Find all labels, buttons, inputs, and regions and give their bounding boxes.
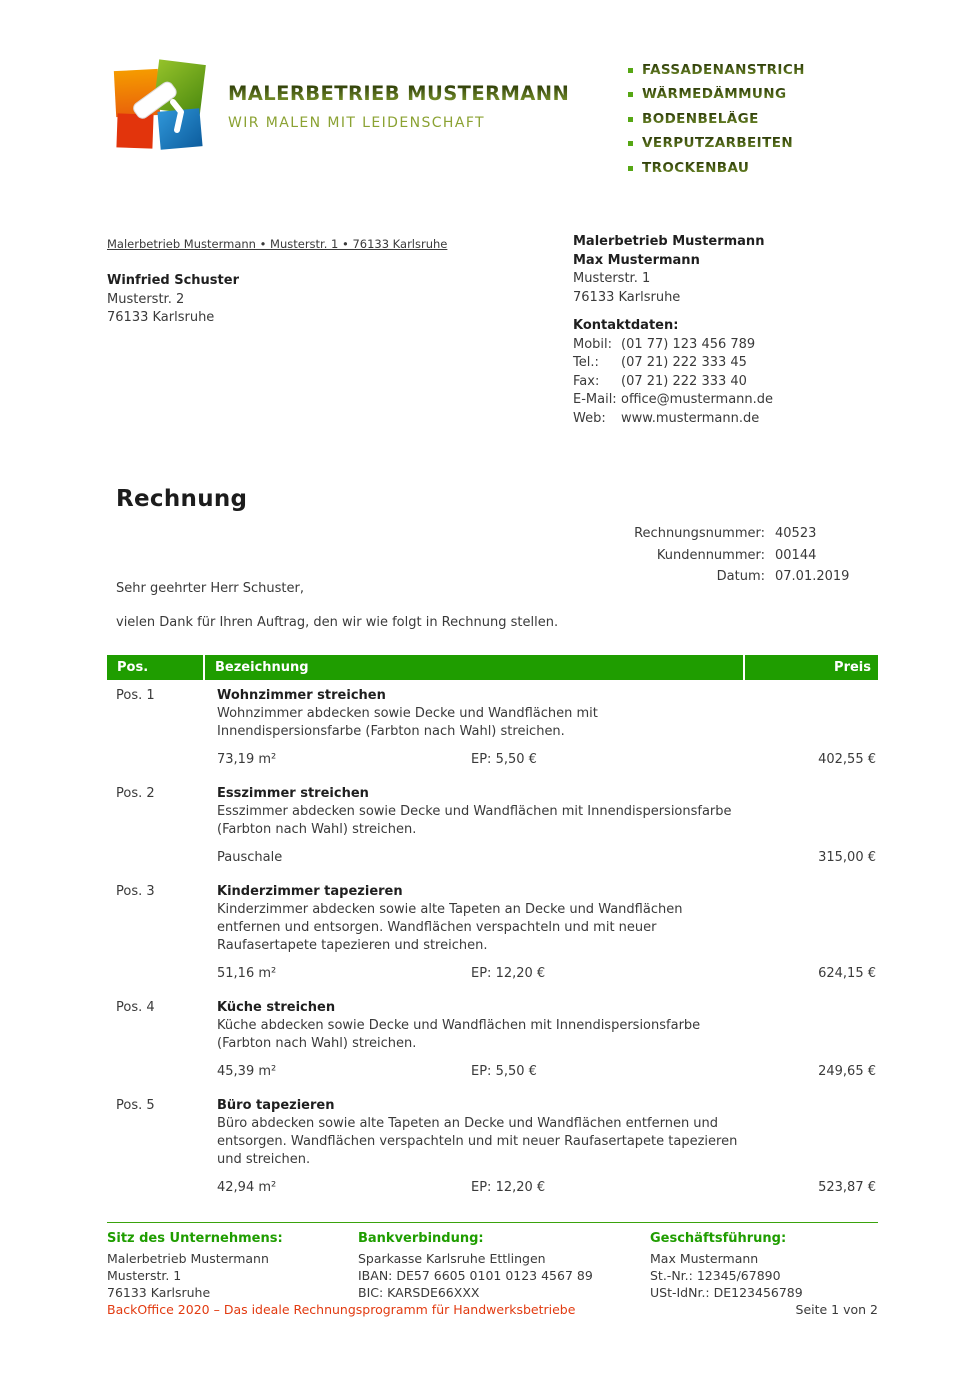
header-description: Bezeichnung — [205, 655, 743, 680]
item-description: Büro abdecken sowie alte Tapeten an Decke und Wandflächen entfernen und entsorgen. Wandflächen verspachteln und mit neuer Raufasertapete tapezieren und streichen. — [217, 1116, 738, 1167]
table-row — [107, 1090, 878, 1206]
item-unit-price: EP: 12,20 € — [471, 1180, 546, 1195]
service-label: FASSADENANSTRICH — [642, 62, 805, 78]
company-logo — [111, 58, 207, 154]
service-item — [628, 62, 805, 86]
contact-value: www.mustermann.de — [621, 410, 760, 426]
meta-row — [560, 545, 866, 567]
header-pos: Pos. — [107, 655, 203, 680]
bullet-icon — [628, 166, 633, 171]
position-number: Pos. 4 — [116, 1000, 155, 1015]
item-title: Büro tapezieren — [217, 1098, 335, 1113]
item-quantity: 51,16 m² — [217, 966, 277, 981]
company-contact-block — [573, 233, 773, 428]
item-total: 523,87 € — [818, 1180, 876, 1195]
recipient-city: 76133 Karlsruhe — [107, 310, 215, 325]
contact-heading: Kontaktdaten: — [573, 318, 679, 333]
item-quantity: 45,39 m² — [217, 1064, 277, 1079]
item-quantity: 73,19 m² — [217, 752, 277, 767]
meta-label: Datum: — [716, 569, 765, 584]
contact-label: Mobil: — [573, 336, 613, 352]
invoice-meta — [560, 523, 866, 588]
contact-value: (07 21) 222 333 40 — [621, 373, 747, 389]
contact-row — [573, 336, 773, 355]
footer-company-seat — [107, 1231, 358, 1301]
footer-line: BIC: KARSDE66XXX — [358, 1285, 480, 1300]
footer-line: Max Mustermann — [650, 1251, 759, 1266]
bullet-icon — [628, 68, 633, 73]
item-description: Kinderzimmer abdecken sowie alte Tapeten an Decke und Wandflächen entfernen und entsorgen. Wandflächen verspachteln und mit neuer Raufasertapete tapezieren und streichen. — [217, 902, 683, 953]
contact-label: E-Mail: — [573, 392, 617, 407]
table-row — [107, 876, 878, 992]
item-unit-price: EP: 5,50 € — [471, 752, 537, 767]
customer-number: 00144 — [775, 547, 817, 563]
footer-line: Malerbetrieb Mustermann — [107, 1251, 269, 1266]
footer-heading: Bankverbindung: — [358, 1231, 484, 1246]
footer-line: 76133 Karlsruhe — [107, 1285, 211, 1300]
brand-block — [228, 82, 569, 131]
item-quantity: Pauschale — [217, 850, 283, 865]
software-promo-line: BackOffice 2020 – Das ideale Rechnungsprogramm für Handwerksbetriebe — [107, 1302, 576, 1317]
position-number: Pos. 3 — [116, 884, 155, 899]
company-name: Malerbetrieb Mustermann — [573, 234, 765, 249]
item-title: Esszimmer streichen — [217, 786, 369, 801]
contact-label: Tel.: — [573, 355, 599, 370]
painter-logo-icon — [111, 58, 207, 154]
item-total: 402,55 € — [818, 752, 876, 767]
header-price: Preis — [745, 655, 878, 680]
brand-name: MALERBETRIEB MUSTERMANN — [228, 82, 570, 105]
table-row — [107, 778, 878, 876]
service-item — [628, 135, 805, 159]
contact-value: (07 21) 222 333 45 — [621, 355, 747, 370]
item-title: Küche streichen — [217, 1000, 336, 1015]
brand-tagline: WIR MALEN MIT LEIDENSCHAFT — [228, 115, 485, 131]
meta-row — [560, 566, 866, 588]
item-title: Kinderzimmer tapezieren — [217, 884, 403, 899]
footer-columns — [107, 1231, 878, 1301]
footer-management — [650, 1231, 878, 1301]
service-label: VERPUTZARBEITEN — [642, 135, 794, 152]
item-description: Küche abdecken sowie Decke und Wandflächen mit Innendispersionsfarbe (Farbton nach Wahl) streichen. — [217, 1018, 701, 1051]
bullet-icon — [628, 92, 633, 97]
footer-line: Musterstr. 1 — [107, 1268, 182, 1283]
contact-row — [573, 354, 773, 373]
services-list — [628, 62, 805, 184]
bullet-icon — [628, 117, 633, 122]
item-description: Esszimmer abdecken sowie Decke und Wandflächen mit Innendispersionsfarbe (Farbton nach Wahl) streichen. — [217, 804, 732, 837]
meta-label: Kundennummer: — [656, 547, 765, 563]
position-number: Pos. 1 — [116, 688, 155, 703]
footer-line: IBAN: DE57 6605 0101 0123 4567 89 — [358, 1268, 593, 1283]
table-row — [107, 680, 878, 778]
footer-heading: Geschäftsführung: — [650, 1231, 787, 1246]
service-label: WÄRMEDÄMMUNG — [642, 86, 787, 103]
service-item — [628, 160, 805, 184]
footer-line: USt-IdNr.: DE123456789 — [650, 1285, 803, 1300]
service-item — [628, 86, 805, 110]
line-items-table — [107, 655, 878, 1206]
greeting-line: Sehr geehrter Herr Schuster, — [116, 581, 304, 596]
footer-line: Sparkasse Karlsruhe Ettlingen — [358, 1251, 546, 1266]
service-item — [628, 111, 805, 135]
contact-row — [573, 410, 773, 429]
position-number: Pos. 2 — [116, 786, 155, 801]
page-number: Seite 1 von 2 — [795, 1302, 878, 1317]
footer-heading: Sitz des Unternehmens: — [107, 1231, 283, 1246]
recipient-street: Musterstr. 2 — [107, 291, 185, 307]
invoice-date: 07.01.2019 — [775, 569, 850, 584]
position-number: Pos. 5 — [116, 1098, 155, 1113]
recipient-name: Winfried Schuster — [107, 273, 239, 288]
table-row — [107, 992, 878, 1090]
item-unit-price: EP: 5,50 € — [471, 1064, 537, 1079]
item-description: Wohnzimmer abdecken sowie Decke und Wandflächen mit Innendispersionsfarbe (Farbton nach Wahl) streichen. — [217, 706, 598, 739]
item-quantity: 42,94 m² — [217, 1180, 277, 1195]
item-total: 315,00 € — [818, 850, 876, 865]
bullet-icon — [628, 141, 633, 146]
item-title: Wohnzimmer streichen — [217, 688, 386, 703]
footer-bank-details — [358, 1231, 650, 1301]
item-total: 624,15 € — [818, 966, 876, 981]
contact-label: Web: — [573, 410, 606, 426]
recipient-address — [107, 272, 239, 328]
meta-label: Rechnungsnummer: — [634, 526, 765, 541]
table-header — [107, 655, 878, 680]
meta-row — [560, 523, 866, 545]
company-street: Musterstr. 1 — [573, 271, 651, 286]
company-city: 76133 Karlsruhe — [573, 289, 681, 305]
intro-line: vielen Dank für Ihren Auftrag, den wir wie folgt in Rechnung stellen. — [116, 615, 559, 630]
footer-bottom-bar — [107, 1302, 878, 1317]
service-label: BODENBELÄGE — [642, 110, 759, 127]
company-contact-person: Max Mustermann — [573, 252, 700, 268]
sender-return-address: Malerbetrieb Mustermann • Musterstr. 1 • 76133 Karlsruhe — [107, 237, 448, 251]
item-total: 249,65 € — [818, 1064, 876, 1079]
contact-row — [573, 373, 773, 392]
contact-value: (01 77) 123 456 789 — [621, 336, 756, 352]
invoice-number: 40523 — [775, 526, 817, 541]
contact-value: office@mustermann.de — [621, 392, 774, 407]
contact-label: Fax: — [573, 373, 600, 389]
item-unit-price: EP: 12,20 € — [471, 966, 546, 981]
item-unit-price — [471, 849, 745, 867]
footer-divider — [107, 1222, 878, 1223]
contact-row — [573, 391, 773, 410]
document-title: Rechnung — [116, 486, 248, 512]
service-label: TROCKENBAU — [642, 159, 750, 176]
footer-line: St.-Nr.: 12345/67890 — [650, 1268, 781, 1283]
